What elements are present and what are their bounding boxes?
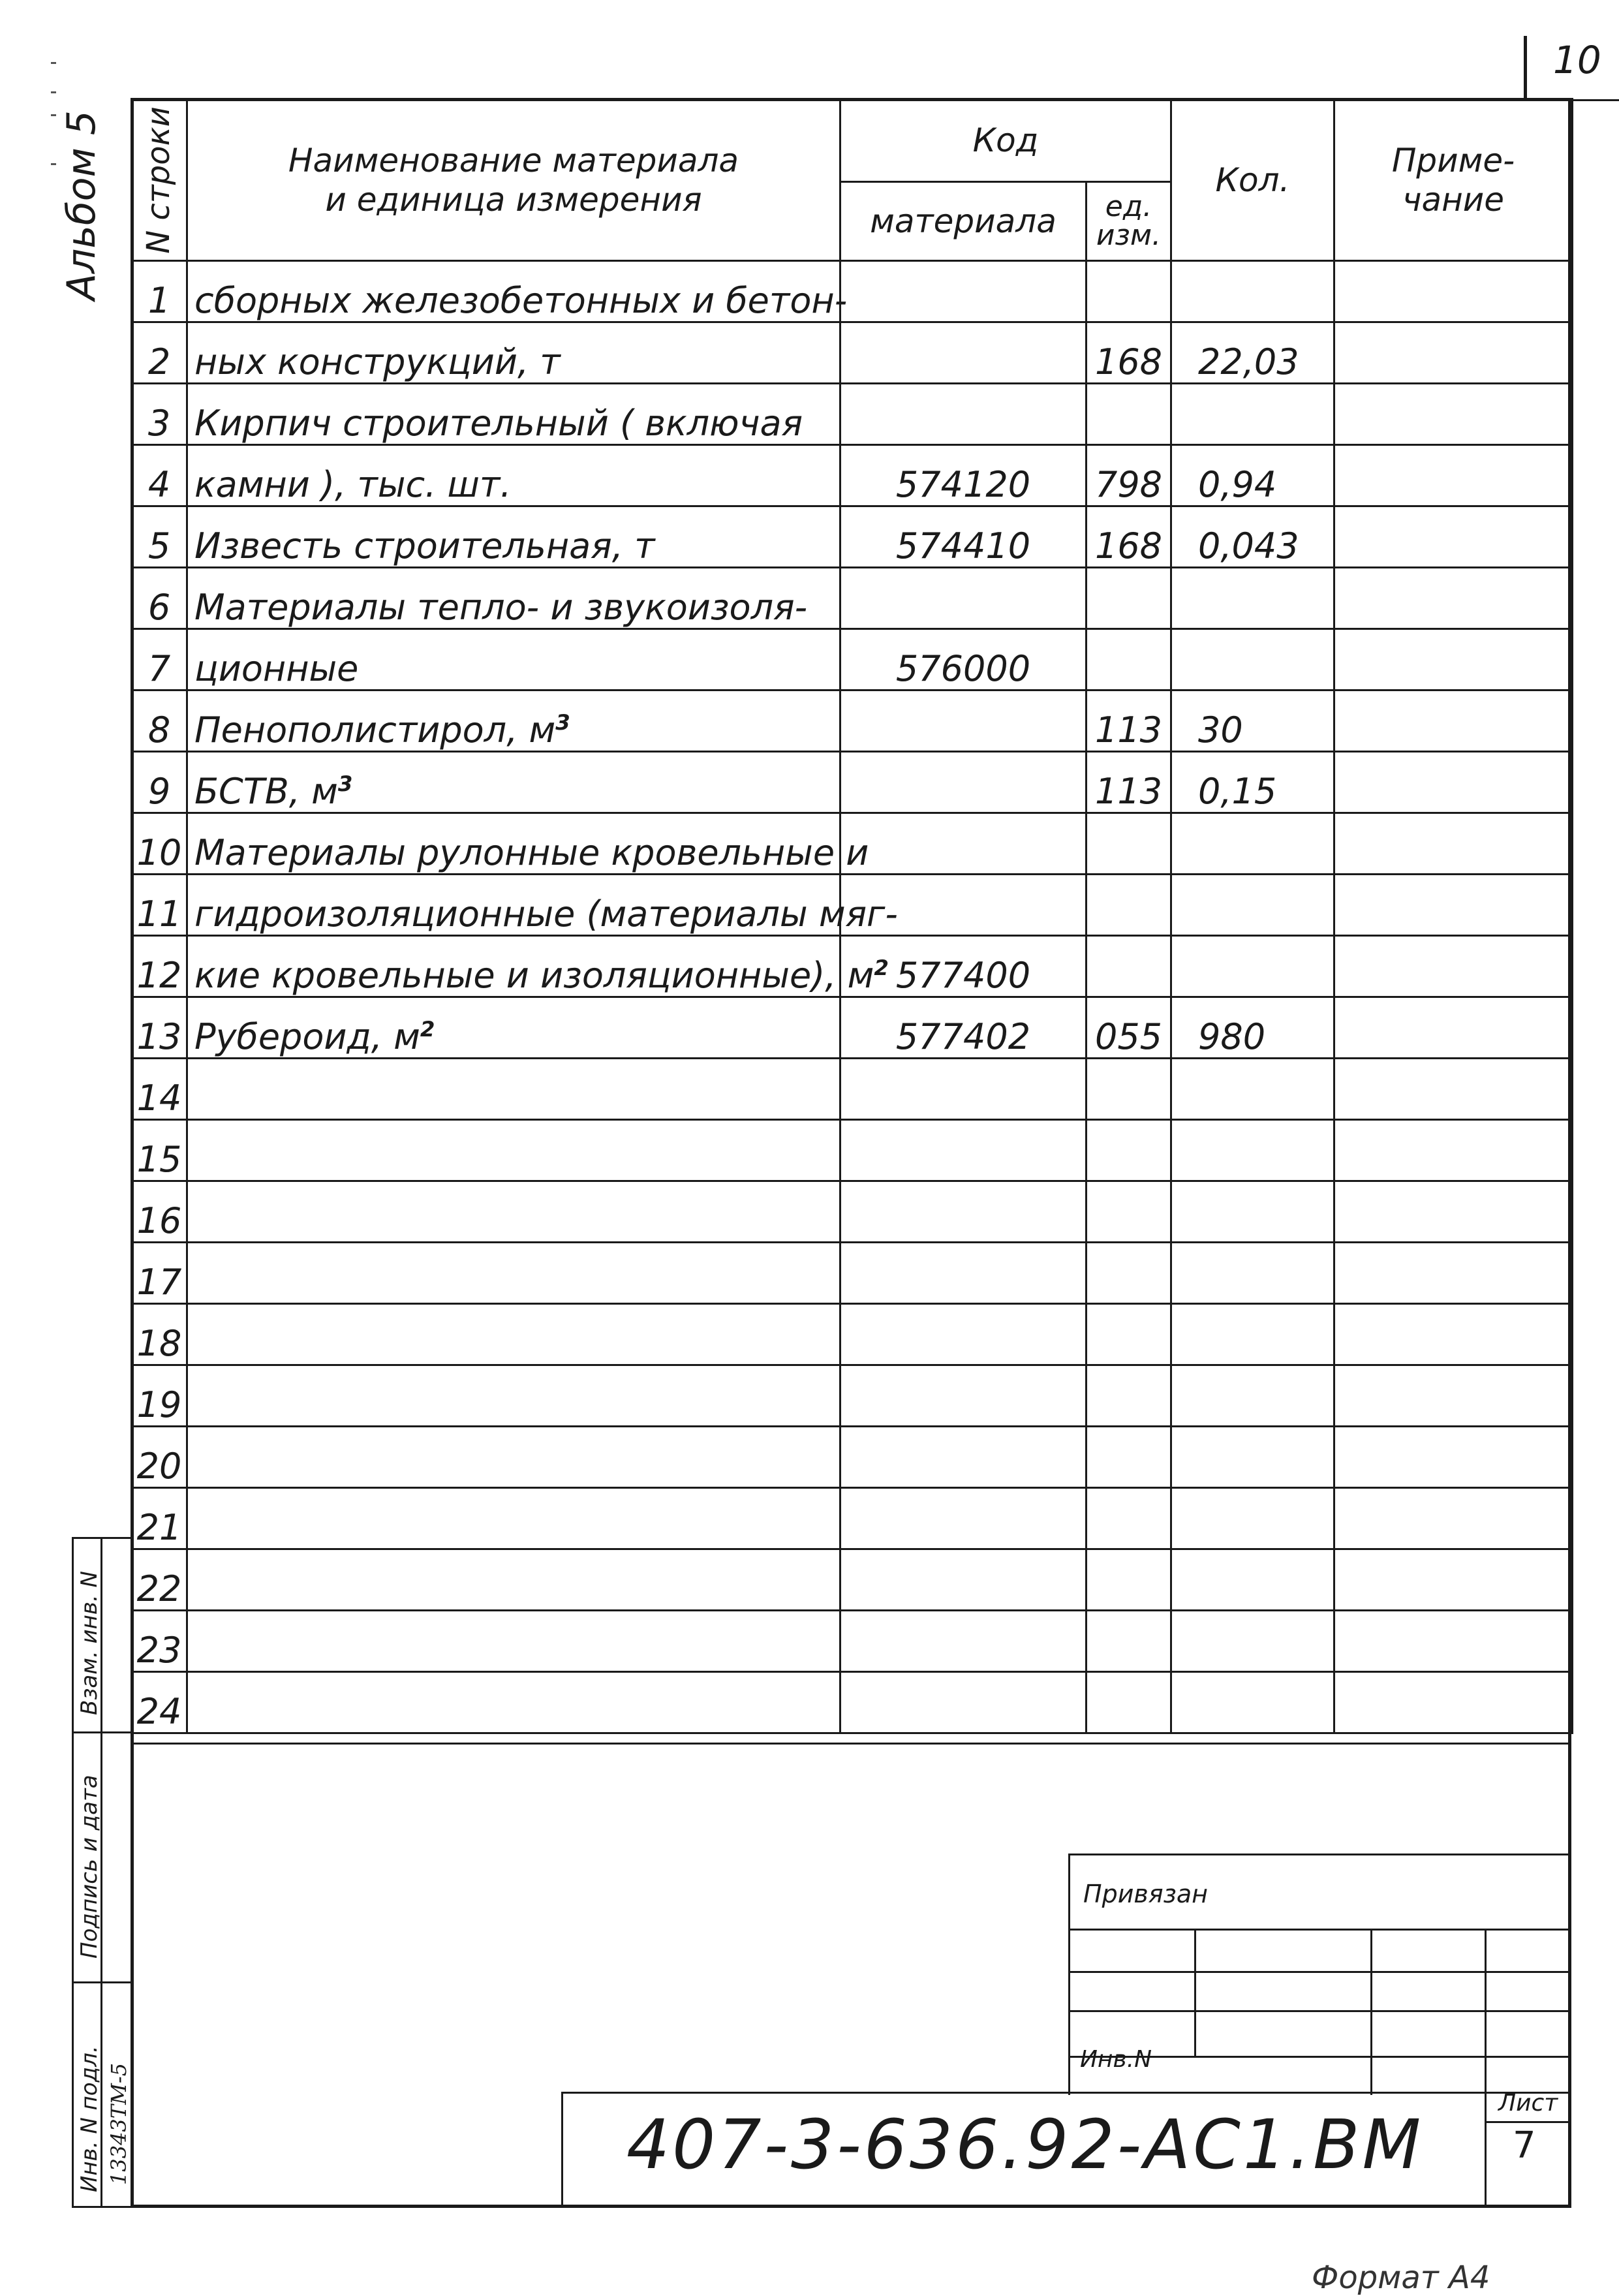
material-name-cell-text: гидроизоляционные (материалы мяг- <box>194 893 898 935</box>
header-note-line2: чание <box>1402 180 1505 219</box>
row-number-cell-text: 14 <box>136 1078 182 1119</box>
titleblock-line <box>1485 2121 1571 2123</box>
page-number: 10 <box>1553 38 1601 82</box>
header-name-line2: и единица измерения <box>325 180 702 219</box>
material-name-cell-text: сборных железобетонных и бетон- <box>194 280 848 321</box>
row-number-cell-text: 16 <box>136 1200 182 1241</box>
header-row-number-label: N строки <box>140 106 177 254</box>
unit-code-cell-text: 798 <box>1094 464 1163 505</box>
titleblock-line <box>561 2092 1571 2094</box>
row-number-cell-text: 23 <box>136 1630 182 1671</box>
margin-mark <box>51 163 56 165</box>
unit-exponent: 2 <box>874 955 889 980</box>
format-label: Формат А4 <box>1312 2259 1490 2296</box>
header-name-line1: Наименование материала <box>288 141 739 179</box>
left-stamp <box>72 1537 134 2208</box>
stamp-podpis-data: Подпись и дата <box>76 1775 102 1959</box>
material-name-cell-text: Материалы рулонные кровельные и <box>194 832 869 873</box>
header-code-unit: ед. изм. <box>1087 181 1171 260</box>
margin-mark <box>51 91 56 93</box>
titleblock-inv-n: Инв.N <box>1080 2046 1152 2073</box>
material-name-cell-text: кие кровельные и изоляционные), м <box>194 955 874 996</box>
sheet-label: Лист <box>1498 2090 1558 2117</box>
row-number-cell-text: 13 <box>136 1016 182 1057</box>
row-number-cell-text: 18 <box>136 1323 182 1364</box>
unit-code-cell-text: 113 <box>1094 709 1163 751</box>
margin-mark <box>51 62 56 64</box>
stamp-inv-podl: Инв. N подл. <box>76 2045 102 2192</box>
material-name-cell-text: Известь строительная, т <box>194 525 655 566</box>
stamp-inv-podl-value: 13343ТМ-5 <box>106 2062 131 2185</box>
unit-code-cell-text: 055 <box>1094 1016 1163 1057</box>
quantity-cell-text: 0,94 <box>1198 464 1277 505</box>
titleblock-line <box>1068 1929 1571 1931</box>
titleblock-line <box>1068 1854 1070 2095</box>
unit-code-cell-text: 113 <box>1094 771 1163 812</box>
unit-exponent: 3 <box>337 771 353 796</box>
header-note-line1: Приме- <box>1391 141 1515 179</box>
row-number-cell-text: 11 <box>136 893 182 935</box>
stamp-vzam-inv: Взам. инв. N <box>76 1571 102 1715</box>
row-number-cell-text: 1 <box>147 280 171 321</box>
header-code-material: материала <box>840 181 1087 260</box>
document-code: 407-3-636.92-АС1.ВМ <box>626 2105 1424 2184</box>
margin-mark <box>51 114 56 116</box>
material-code-cell-text: 577400 <box>895 955 1031 996</box>
titleblock-line <box>1370 1929 1372 2095</box>
row-number-cell-text: 22 <box>136 1568 182 1609</box>
material-name-cell-text: Рубероид, м <box>194 1016 420 1057</box>
material-name-cell-text: Кирпич строительный ( включая <box>194 403 803 444</box>
row-number-cell-text: 3 <box>147 403 171 444</box>
material-name-cell-text: БСТВ, м <box>194 771 338 812</box>
material-name-cell-text: камни ), тыс. шт. <box>194 464 512 505</box>
titleblock-line <box>1068 1854 1571 1855</box>
material-code-cell-text: 576000 <box>895 648 1031 689</box>
titleblock-line <box>1068 2010 1571 2012</box>
sheet-number: 7 <box>1513 2124 1536 2167</box>
stamp-vzam-label-cell <box>74 1539 102 1731</box>
stamp-inv-label-cell <box>74 1983 102 2206</box>
row-number-cell-text: 19 <box>136 1384 182 1425</box>
titleblock-privyazan: Привязан <box>1083 1880 1208 1908</box>
stamp-podpis-label-cell <box>74 1733 102 1981</box>
row-number-cell-text: 6 <box>147 587 171 628</box>
table-bottom-line <box>131 1743 1571 1745</box>
titleblock-line <box>1485 1929 1487 2208</box>
row-number-cell-text: 2 <box>147 341 171 382</box>
row-number-cell-text: 5 <box>147 525 171 566</box>
row-number-cell-text: 21 <box>136 1507 182 1548</box>
row-number-cell-text: 8 <box>147 709 171 751</box>
material-code-cell-text: 574120 <box>895 464 1031 505</box>
header-code-group: Код <box>840 99 1171 182</box>
unit-exponent: 3 <box>555 710 570 735</box>
material-name-cell-text: Пенополистирол, м <box>194 709 556 751</box>
row-number-cell-text: 9 <box>147 771 171 812</box>
material-name-cell-text: ционные <box>194 648 359 689</box>
material-name-cell-text: Материалы тепло- и звукоизоля- <box>194 587 808 628</box>
material-code-cell-text: 577402 <box>895 1016 1031 1057</box>
quantity-cell-text: 30 <box>1198 709 1243 751</box>
material-name-cell-text: ных конструкций, т <box>194 341 561 382</box>
row-number-cell-text: 4 <box>147 464 171 505</box>
unit-code-cell-text: 168 <box>1094 525 1163 566</box>
unit-exponent: 2 <box>420 1017 435 1042</box>
quantity-cell-text: 0,15 <box>1198 771 1277 812</box>
row-number-cell-text: 20 <box>136 1446 182 1487</box>
row-number-cell-text: 7 <box>147 648 171 689</box>
quantity-cell-text: 0,043 <box>1198 525 1299 566</box>
row-number-cell-text: 24 <box>136 1691 182 1732</box>
album-label: Альбом 5 <box>59 110 104 300</box>
titleblock-line <box>561 2092 563 2208</box>
sheet-frame <box>131 98 1571 2208</box>
material-code-cell-text: 574410 <box>895 525 1031 566</box>
page-number-divider <box>1524 36 1527 101</box>
header-qty: Кол. <box>1171 99 1334 261</box>
row-number-cell-text: 17 <box>136 1262 182 1303</box>
quantity-cell-text: 980 <box>1198 1016 1266 1057</box>
titleblock-line <box>1068 1971 1571 1973</box>
unit-code-cell-text: 168 <box>1094 341 1163 382</box>
row-number-cell-text: 15 <box>136 1139 182 1180</box>
row-number-cell-text: 10 <box>136 832 182 873</box>
row-number-cell-text: 12 <box>136 955 182 996</box>
titleblock-line <box>1194 1929 1196 2056</box>
quantity-cell-text: 22,03 <box>1198 341 1299 382</box>
